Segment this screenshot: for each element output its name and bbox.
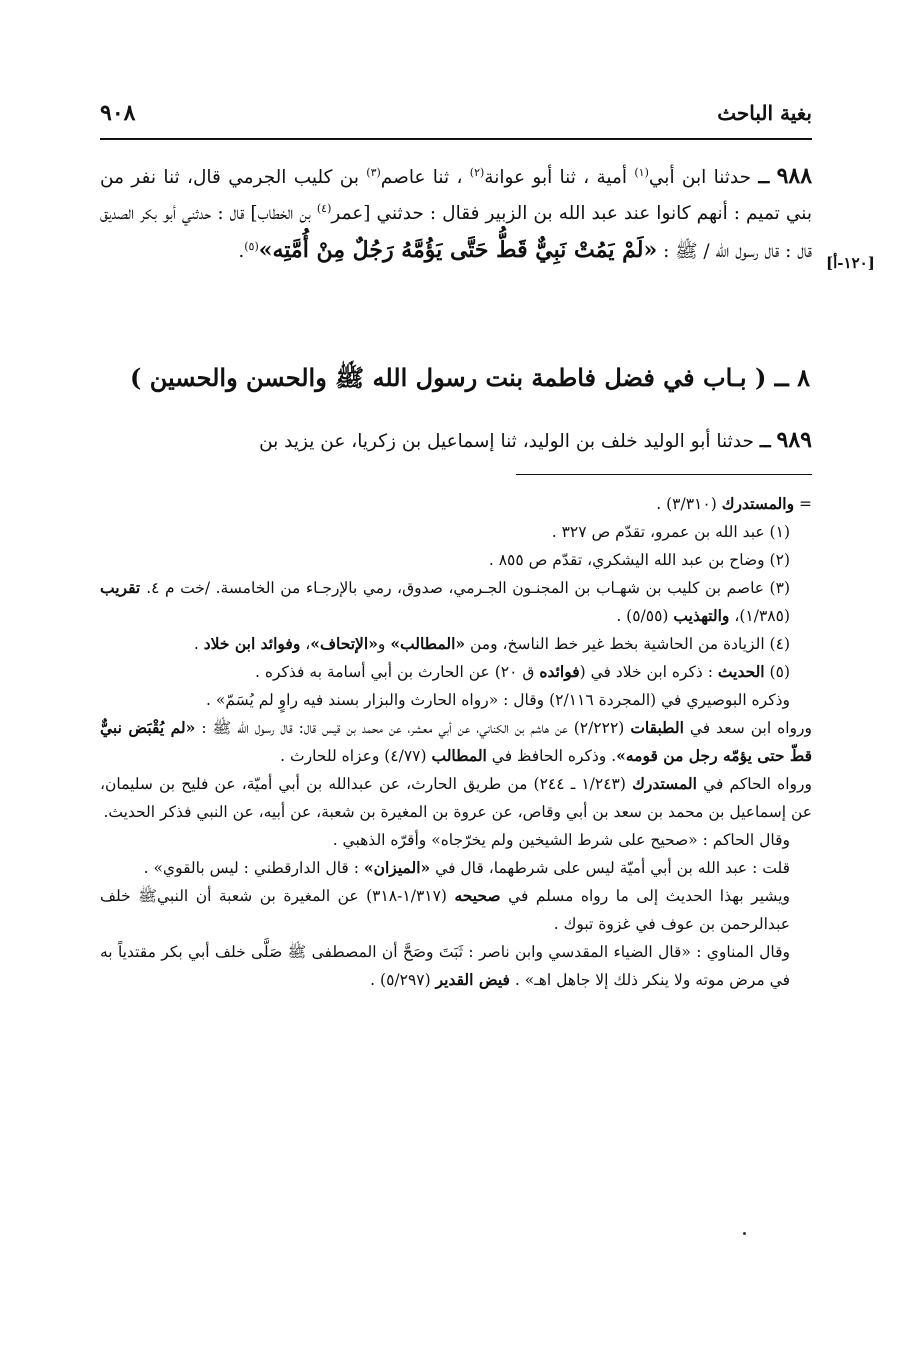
footnote-5-para: وذكره البوصيري في (المجردة ٢/١١٦) وقال : «رواه الحارث والبزار بسند فيه راوٍ لم يُسَمّ» . [205, 691, 790, 709]
footnote-5-para [100, 854, 812, 882]
chapter-heading: ٨ ــ ( بـاب في فضل فاطمة بنت رسول الله ﷺ والحسن والحسين ) [129, 363, 810, 392]
manuscript-folio-ref: [١٢٠-أ] [826, 254, 875, 272]
hadith-dash: ــ [758, 167, 770, 188]
fn-text: قلت : عبد الله بن أبي أميّة ليس على شرطهما، قال في [430, 859, 790, 877]
fn-text: ورواه ابن سعد في [683, 719, 813, 737]
footnote-continuation [100, 490, 812, 518]
fn-text: (٢/٢٢٢) عن هاشم بن الكناني، عن أبي معشر، عن محمد بن قيس قال: قال رسول الله ﷺ : [195, 719, 631, 737]
fn-text: (١/٣٨٥)، [729, 607, 790, 625]
fn-text: (٥) [764, 663, 790, 681]
header-divider [100, 138, 812, 140]
fn-bold: «المطالب» [390, 634, 466, 653]
fn-bold: تقريب [100, 578, 147, 597]
fn-bold: والمستدرك [721, 494, 795, 513]
hadith-text-part: بن الخطاب] قال : حدثني أبو بكر الصديق قال : قال رسول الله / ﷺ : [100, 203, 812, 262]
fn-text: (٤/٧٧) وعزاه للحارث . [280, 747, 432, 765]
hadith-text-part: بن كليب الجرمي قال، ثنا نفر من بني تميم : أنهم كانوا عند عبد الله بن الزبير فقال : حدثني [عمر [100, 167, 812, 224]
fn-text: (٤) الزيادة من الحاشية بخط غير خط الناسخ، ومن [465, 635, 790, 653]
prophetic-quote: «لَمْ يَمُتْ نَبِيٌّ قَطُّ حَتَّى يَؤُمَّهُ رَجُلٌ مِنْ أُمَّتِه» [258, 237, 658, 263]
hadith-text-part: حدثنا ابن أبي [648, 167, 752, 188]
footnote-5-para [100, 938, 812, 994]
footnote-5-para [100, 714, 812, 770]
footnote-divider [516, 474, 812, 475]
fn-bold: والتهذيب [673, 606, 730, 625]
fn-text: (٥/٢٩٧) . [370, 971, 436, 989]
fn-text: ورواه الحاكم في [696, 775, 812, 793]
fn-text: . وذكره الحافظ في [486, 747, 617, 765]
fn-bold: الحديث [717, 662, 765, 681]
fn-bold: وفوائد ابن خلاد [203, 634, 301, 653]
hadith-988 [100, 158, 812, 270]
footnote-marker: (١) [634, 165, 649, 179]
fn-bold: «الإتحاف» [310, 634, 378, 653]
fn-bold: «الميزان» [363, 858, 431, 877]
hadith-text-part: أمية ، ثنا أبو عوانة [484, 167, 628, 188]
fn-text: ، [300, 635, 311, 653]
fn-text: وقال المناوي : «قال الضياء المقدسي وابن ناصر : ثَبَتَ وصَحَّ أن المصطفى ﷺ صَلَّى خلف أبي بكر مقتدياً به في مرض موته ولا ينكر ذلك إلا جاهل اهـ» . [100, 943, 790, 989]
footnote-1: (١) عبد الله بن عمرو، تقدّم ص ٣٢٧ . [551, 523, 790, 541]
fn-text: ق ٢٠) عن الحارث بن أبي أسامة به فذكره . [255, 663, 540, 681]
footnote-5-para [100, 770, 812, 826]
fn-text: (١/٣١٧-٣١٨) عن المغيرة بن شعبة أن النبيﷺ خلف عبدالرحمن بن عوف في غزوة تبوك . [100, 887, 790, 933]
hadith-dash: ــ [759, 431, 771, 452]
fn-bold: المطالب [431, 746, 487, 765]
footnotes [100, 490, 812, 994]
hadith-number: ٩٨٨ [776, 163, 813, 189]
fn-bold: الطبقات [630, 718, 684, 737]
fn-bold: المستدرك [632, 774, 697, 793]
fn-bold: فيض القدير [435, 970, 510, 989]
footnote-marker: (٤) [316, 201, 332, 215]
fn-bold: صحيحه [454, 886, 501, 905]
fn-text: = [794, 495, 812, 513]
footnote-5-para: وقال الحاكم : «صحيح على شرط الشيخين ولم يخرّجاه» وأقرّه الذهبي . [332, 831, 790, 849]
footnote-5-para [100, 882, 812, 938]
running-title: بغية الباحث [717, 101, 812, 125]
fn-text: و [377, 635, 391, 653]
footnote-5 [100, 658, 812, 686]
print-speck [743, 1232, 746, 1235]
footnote-4 [100, 630, 812, 658]
page-header [100, 96, 812, 130]
footnote-marker: (٢) [469, 165, 485, 179]
hadith-989 [100, 422, 812, 460]
fn-text: . [193, 635, 204, 653]
fn-text: (١/٢٤٣ ـ ٢٤٤) من طريق الحارث، عن عبدالله بن أبي أميّة، عن فليح بن سليمان، عن إسماعيل بن محمد بن سعد بن أبي وقاص، عن عروة بن المغيرة بن شعبة، عن أبيه، عن النبي فذكر الحديث. [100, 775, 812, 821]
footnote-marker: (٥) [244, 239, 259, 253]
fn-text: (٣) عاصم بن كليب بن شهـاب بن المجنـون الجـرمي، صدوق، رمي بالإرجـاء من الخامسة. /خت م ٤. [146, 579, 790, 597]
hadith-988-text [100, 158, 812, 270]
hadith-end: . [238, 241, 245, 262]
fn-bold: «لم يُقْبَض نبيٌّ قطّ حتى يؤمّه رجل من قومه» [100, 718, 812, 765]
fn-text: : قال الدارقطني : ليس بالقوي» . [143, 859, 364, 877]
hadith-text-part: ، ثنا عاصم [380, 167, 463, 188]
hadith-number: ٩٨٩ [776, 427, 812, 453]
footnote-2: (٢) وضاح بن عبد الله اليشكري، تقدّم ص ٨٥٥ . [488, 551, 790, 569]
hadith-text: حدثنا أبو الوليد خلف بن الوليد، ثنا إسماعيل بن زكريا، عن يزيد بن [259, 431, 754, 452]
fn-text: (٣/٣١٠) . [656, 495, 722, 513]
footnote-marker: (٣) [366, 165, 381, 179]
fn-bold: فوائده [539, 662, 580, 681]
footnote-3 [100, 574, 812, 630]
fn-text: : ذكره ابن خلاد في ( [579, 663, 718, 681]
fn-text: ويشير بهذا الحديث إلى ما رواه مسلم في [500, 887, 790, 905]
fn-text: (٥/٥٥) . [616, 607, 674, 625]
page-number: ٩٠٨ [100, 100, 136, 126]
